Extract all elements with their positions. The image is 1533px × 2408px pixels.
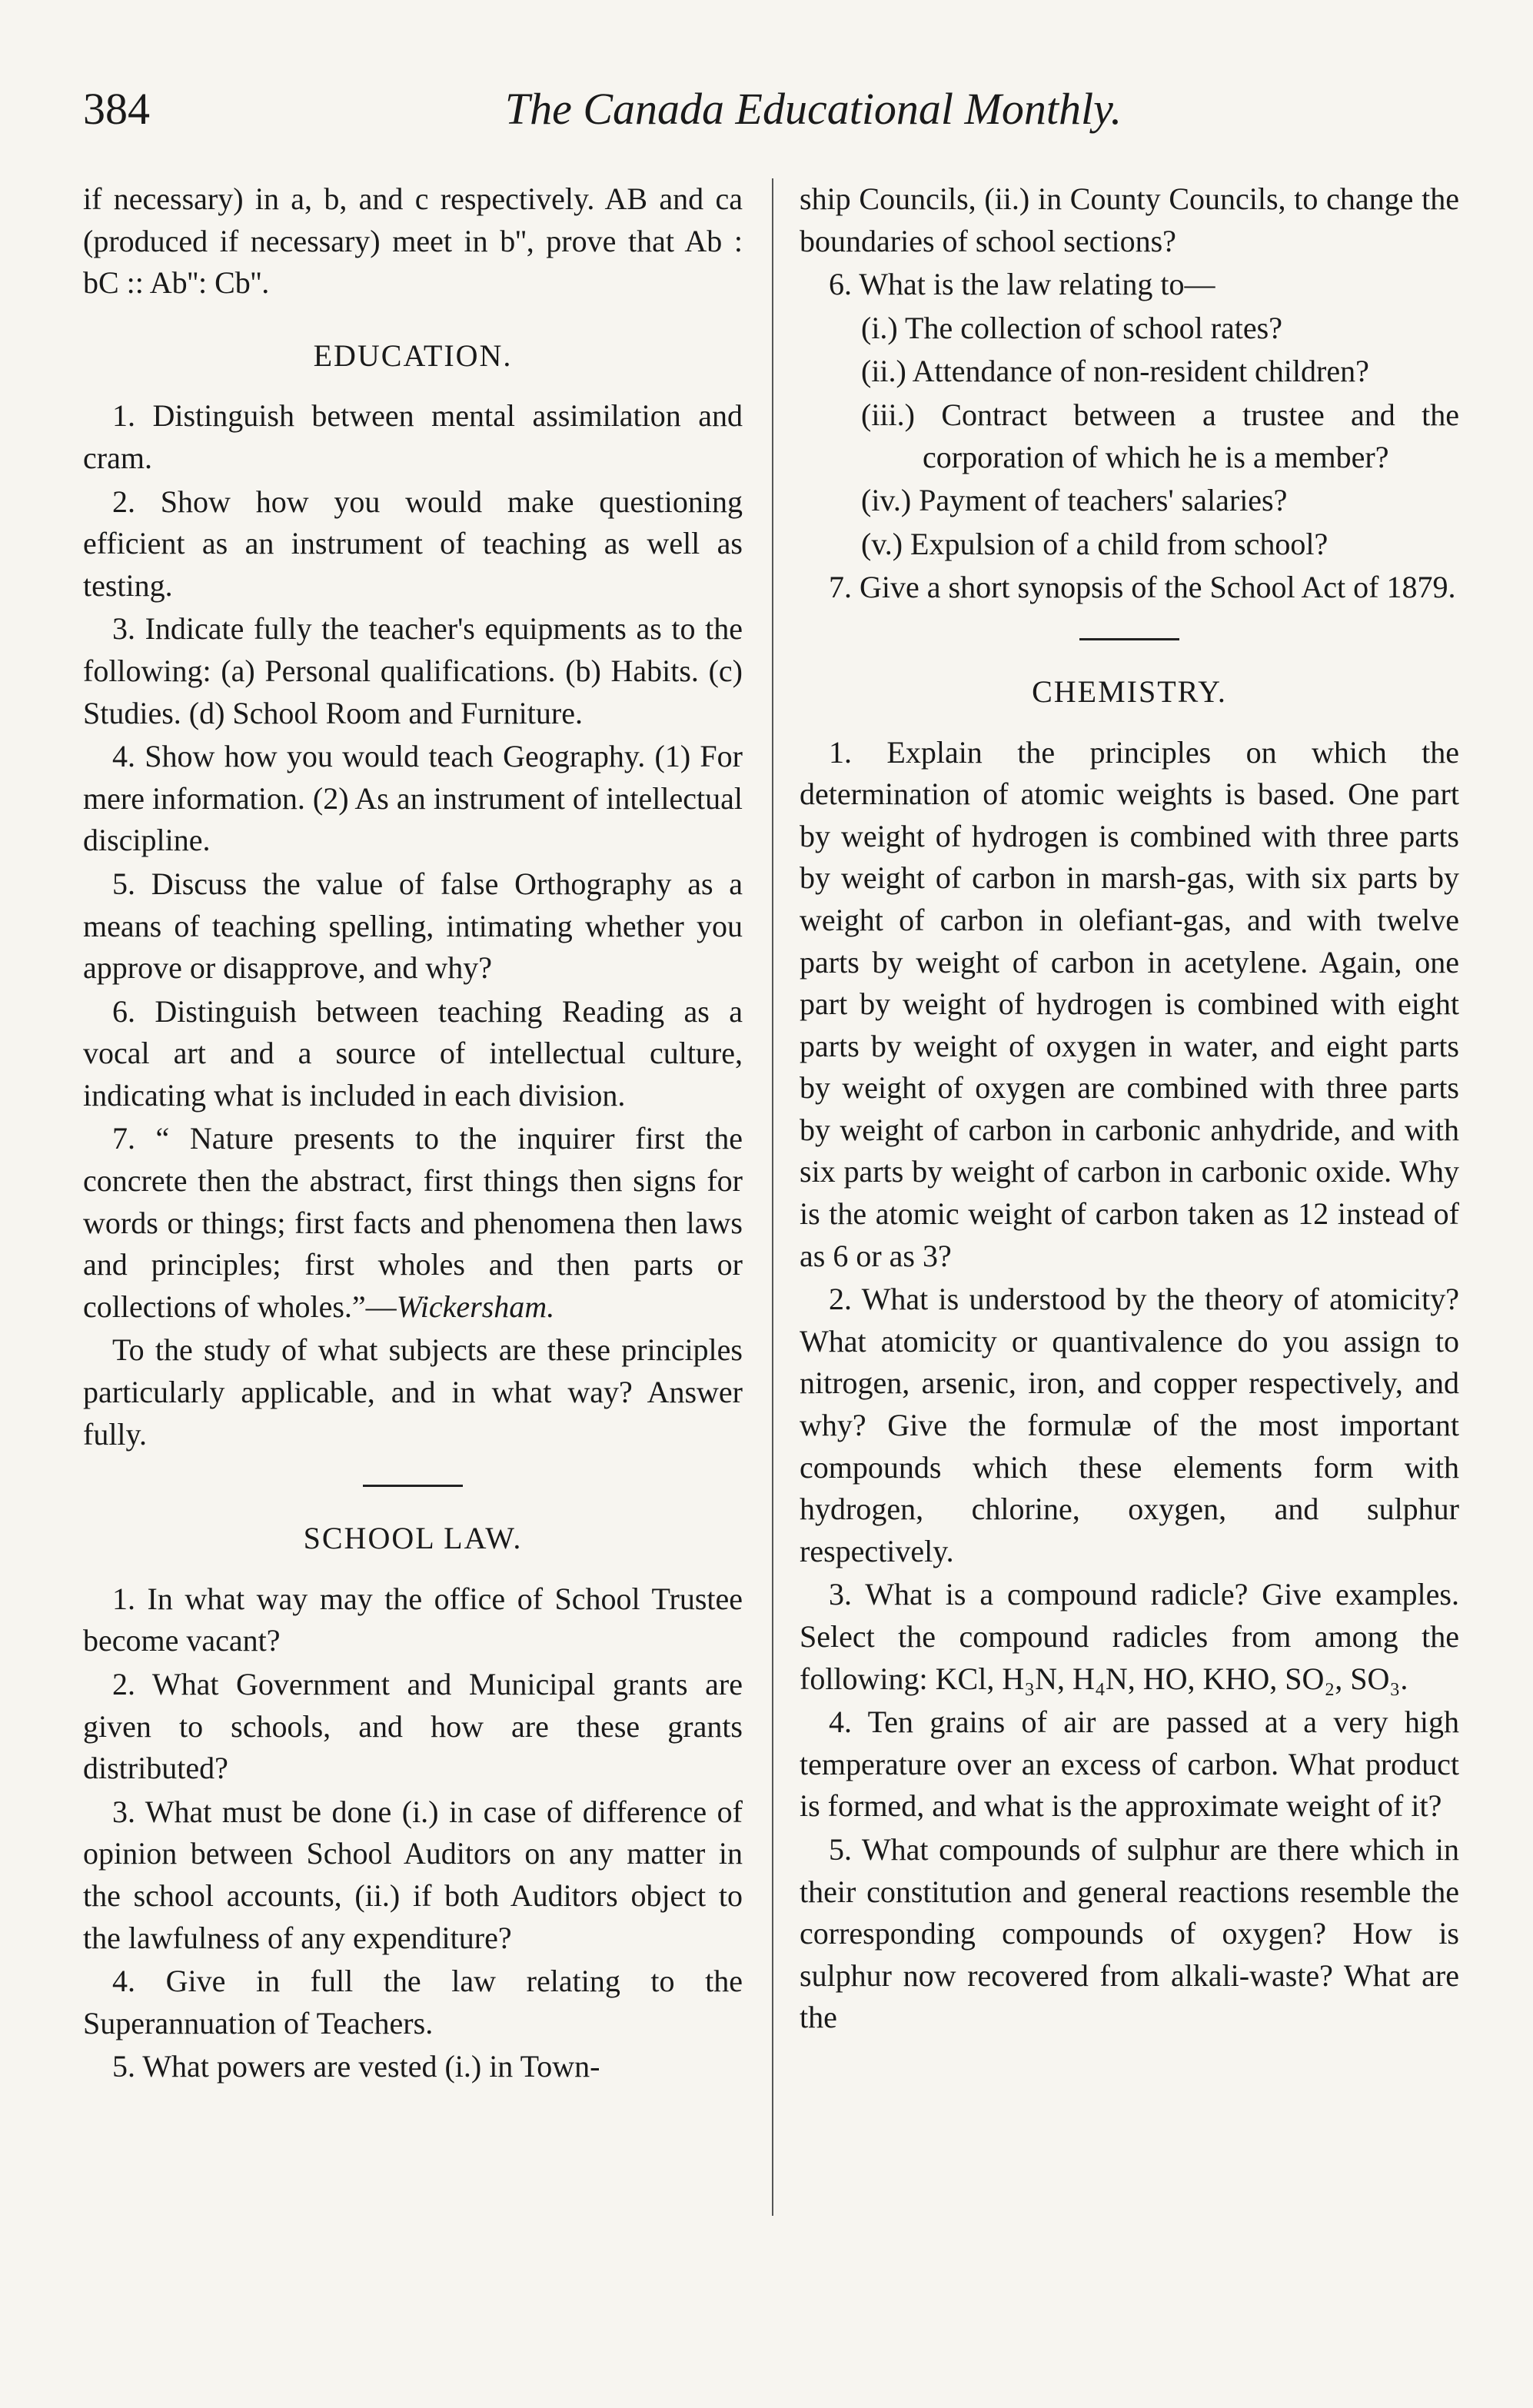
education-question-7 bbox=[83, 1118, 743, 1328]
quote-author: Wickersham. bbox=[396, 1289, 555, 1324]
left-column bbox=[83, 178, 743, 2090]
school-law-question-5-start: 5. What powers are vested (i.) in Town- bbox=[112, 2049, 600, 2084]
school-law-question-6-i: (i.) The collection of school rates? bbox=[861, 310, 1282, 345]
school-law-question-3: 3. What must be done (i.) in case of difference of opinion between School Auditors on any matter in the school accounts, (ii.) if both Auditors object to the lawfulness of any expenditure? bbox=[83, 1794, 743, 1955]
school-law-question-6-iv: (iv.) Payment of teachers' salaries? bbox=[861, 483, 1288, 518]
education-question-7-quote: 7. “ Nature presents to the inquirer first the concrete then the abstract, first things then signs for words or things; first facts and phenomena then laws and principles; first wholes and then parts or collections of wholes.”— bbox=[83, 1121, 743, 1324]
running-title: The Canada Educational Monthly. bbox=[504, 84, 1122, 134]
section-heading-school-law: SCHOOL LAW. bbox=[303, 1521, 523, 1556]
education-question-1: 1. Distinguish between mental assimilation and cram. bbox=[83, 398, 743, 475]
geometry-continuation: if necessary) in a, b, and c respectively. AB and ca (produced if necessary) meet in b'', prove that Ab : bC :: Ab'': Cb''. bbox=[83, 181, 743, 301]
section-heading-education: EDUCATION. bbox=[313, 338, 513, 373]
chemistry-question-1: 1. Explain the principles on which the determination of atomic weights is based. One part by weight of hydrogen is combined with three parts by weight of carbon in marsh-gas, with six parts by weight of carbon in olefiant-gas, and with twelve parts by weight of carbon in acetylene. Again, one part by weight of hydrogen is combined with eight parts by weight of oxygen in water, and eight parts by weight of oxygen are combined with three parts by weight of carbon in carbonic anhydride, and with six parts by weight of carbon in carbonic oxide. Why is the atomic weight of carbon taken as 12 instead of as 6 or as 3? bbox=[800, 734, 1459, 1273]
school-law-question-4: 4. Give in full the law relating to the Superannuation of Teachers. bbox=[83, 1964, 743, 2040]
chemistry-question-4: 4. Ten grains of air are passed at a very high temperature over an excess of carbon. What product is formed, and what is the approximate weight of it? bbox=[800, 1705, 1459, 1824]
chemistry-question-2: 2. What is understood by the theory of atomicity? What atomicity or quantivalence do you assign to nitrogen, arsenic, iron, and copper respectively, and why? Give the formulæ of the most important compounds which these elements form with hydrogen, chlorine, oxygen, and sulphur respectively. bbox=[800, 1282, 1459, 1568]
school-law-question-6-v: (v.) Expulsion of a child from school? bbox=[861, 526, 1328, 561]
education-question-2: 2. Show how you would make questioning efficient as an instrument of teaching as well as testing. bbox=[83, 484, 743, 603]
education-question-3: 3. Indicate fully the teacher's equipments as to the following: (a) Personal qualifications. (b) Habits. (c) Studies. (d) School Room and Furniture. bbox=[83, 611, 743, 730]
page-number: 384 bbox=[83, 84, 150, 134]
right-column bbox=[800, 178, 1459, 2040]
school-law-question-7: 7. Give a short synopsis of the School Act of 1879. bbox=[829, 570, 1456, 605]
education-question-4: 4. Show how you would teach Geography. (1) For mere information. (2) As an instrument of intellectual discipline. bbox=[83, 739, 743, 858]
education-question-5: 5. Discuss the value of false Orthography as a means of teaching spelling, intimating whether you approve or disapprove, and why? bbox=[83, 866, 743, 986]
page-header bbox=[83, 83, 1459, 145]
chemistry-question-3: 3. What is a compound radicle? Give examples. Select the compound radicles from among the following: KCl, H₃N, H₄N, HO, KHO, SO₂, SO₃. bbox=[800, 1577, 1459, 1696]
school-law-question-2: 2. What Government and Municipal grants are given to schools, and how are these grants distributed? bbox=[83, 1667, 743, 1786]
education-question-6: 6. Distinguish between teaching Reading as a vocal art and a source of intellectual culture, indicating what is included in each division. bbox=[83, 993, 743, 1113]
school-law-question-5-end: ship Councils, (ii.) in County Councils, to change the boundaries of school sections? bbox=[800, 181, 1459, 258]
school-law-question-6-ii: (ii.) Attendance of non-resident children? bbox=[861, 354, 1369, 389]
school-law-question-1: 1. In what way may the office of School Trustee become vacant? bbox=[83, 1581, 743, 1658]
section-divider bbox=[363, 1485, 463, 1487]
section-heading-chemistry: CHEMISTRY. bbox=[1032, 674, 1227, 709]
education-question-7-followup: To the study of what subjects are these principles particularly applicable, and in what way? Answer fully. bbox=[83, 1332, 743, 1452]
chemistry-question-5: 5. What compounds of sulphur are there which in their constitution and general reactions resemble the corresponding compounds of oxygen? How is sulphur now recovered from alkali-waste? What are the bbox=[800, 1831, 1459, 2035]
column-divider bbox=[772, 178, 773, 2216]
school-law-question-6-iii: (iii.) Contract between a trustee and the corporation of which he is a member? bbox=[861, 397, 1459, 474]
section-divider bbox=[1079, 638, 1179, 640]
school-law-question-6: 6. What is the law relating to— bbox=[829, 267, 1215, 302]
